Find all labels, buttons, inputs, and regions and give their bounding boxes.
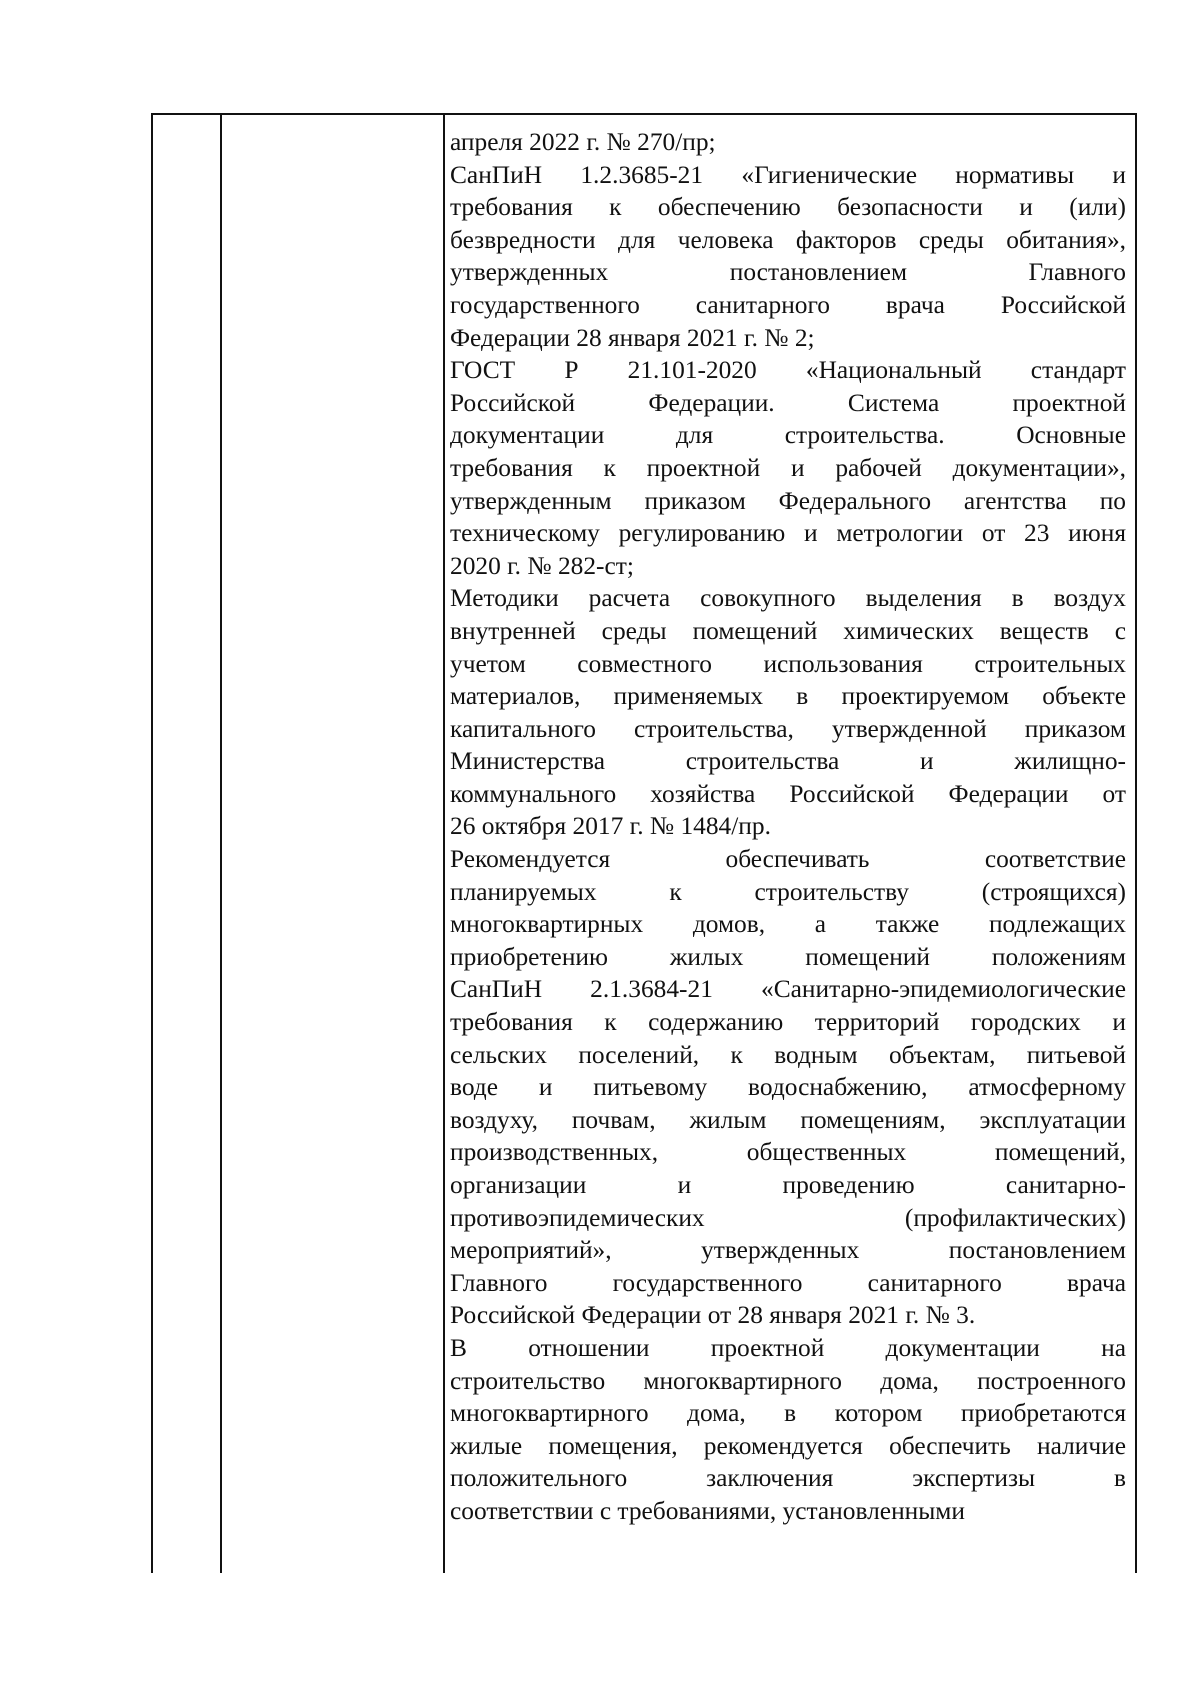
text-line: противоэпидемических (профилактических) [450, 1203, 1126, 1232]
text-line: приобретению жилых помещений положениям [450, 942, 1126, 971]
text-line: СанПиН 2.1.3684-21 «Санитарно-эпидемиологические [450, 975, 1126, 1004]
text-line: жилые помещения, рекомендуется обеспечить наличие [450, 1431, 1126, 1460]
paragraph [450, 582, 1126, 843]
paragraph [450, 354, 1126, 582]
text-line: планируемых к строительству (строящихся) [450, 877, 1126, 906]
text-line: капитального строительства, утвержденной приказом [450, 714, 1126, 743]
text-line: требования к проектной и рабочей документации», [450, 453, 1126, 482]
text-line: Российской Федерации от 28 января 2021 г. № 3. [450, 1301, 976, 1330]
text-line: соответствии с требованиями, установленными [450, 1496, 965, 1525]
text-line: 2020 г. № 282-ст; [450, 551, 634, 580]
text-line: Российской Федерации. Система проектной [450, 388, 1126, 417]
text-line: материалов, применяемых в проектируемом объекте [450, 682, 1126, 711]
text-line: сельских поселений, к водным объектам, питьевой [450, 1040, 1126, 1069]
text-line: апреля 2022 г. № 270/пр; [450, 128, 716, 156]
text-line: документации для строительства. Основные [450, 421, 1126, 450]
text-line: утвержденных постановлением Главного [450, 258, 1126, 287]
text-line: многоквартирных домов, а также подлежащих [450, 910, 1126, 939]
table-top-border [151, 113, 1137, 115]
table-left-border [151, 113, 153, 1573]
table-cell-text [450, 126, 1126, 1528]
text-line: многоквартирного дома, в котором приобретаются [450, 1399, 1126, 1428]
text-line: мероприятий», утвержденных постановлением [450, 1236, 1126, 1265]
column-divider-1 [220, 113, 222, 1573]
text-line: В отношении проектной документации на [450, 1333, 1126, 1362]
text-line: воздуху, почвам, жилым помещениям, эксплуатации [450, 1105, 1126, 1134]
text-line: воде и питьевому водоснабжению, атмосферному [450, 1073, 1126, 1102]
text-line: СанПиН 1.2.3685-21 «Гигиенические нормативы и [450, 160, 1126, 189]
text-line: Федерации 28 января 2021 г. № 2; [450, 323, 815, 352]
text-line: учетом совместного использования строительных [450, 649, 1126, 678]
text-line: Методики расчета совокупного выделения в воздух [450, 584, 1126, 613]
text-line: Рекомендуется обеспечивать соответствие [450, 845, 1126, 874]
text-line: техническому регулированию и метрологии от 23 июня [450, 519, 1126, 548]
table-right-border [1135, 113, 1137, 1573]
paragraph [450, 126, 1126, 159]
paragraph [450, 1332, 1126, 1528]
text-line: коммунального хозяйства Российской Федерации от [450, 779, 1126, 808]
text-line: ГОСТ Р 21.101-2020 «Национальный стандарт [450, 356, 1126, 385]
text-line: внутренней среды помещений химических веществ с [450, 616, 1126, 645]
text-line: организации и проведению санитарно- [450, 1171, 1126, 1199]
text-line: требования к обеспечению безопасности и (или) [450, 193, 1126, 222]
text-line: утвержденным приказом Федерального агентства по [450, 486, 1126, 515]
text-line: требования к содержанию территорий городских и [450, 1008, 1126, 1037]
text-line: Министерства строительства и жилищно- [450, 747, 1126, 776]
paragraph [450, 843, 1126, 1332]
text-line: положительного заключения экспертизы в [450, 1464, 1126, 1493]
text-line: 26 октября 2017 г. № 1484/пр. [450, 812, 771, 841]
text-line: государственного санитарного врача Российской [450, 290, 1126, 319]
text-line: безвредности для человека факторов среды обитания», [450, 225, 1126, 254]
text-line: строительство многоквартирного дома, построенного [450, 1366, 1126, 1395]
text-line: производственных, общественных помещений, [450, 1138, 1126, 1167]
text-line: Главного государственного санитарного врача [450, 1268, 1126, 1297]
column-divider-2 [443, 113, 445, 1573]
paragraph [450, 159, 1126, 355]
